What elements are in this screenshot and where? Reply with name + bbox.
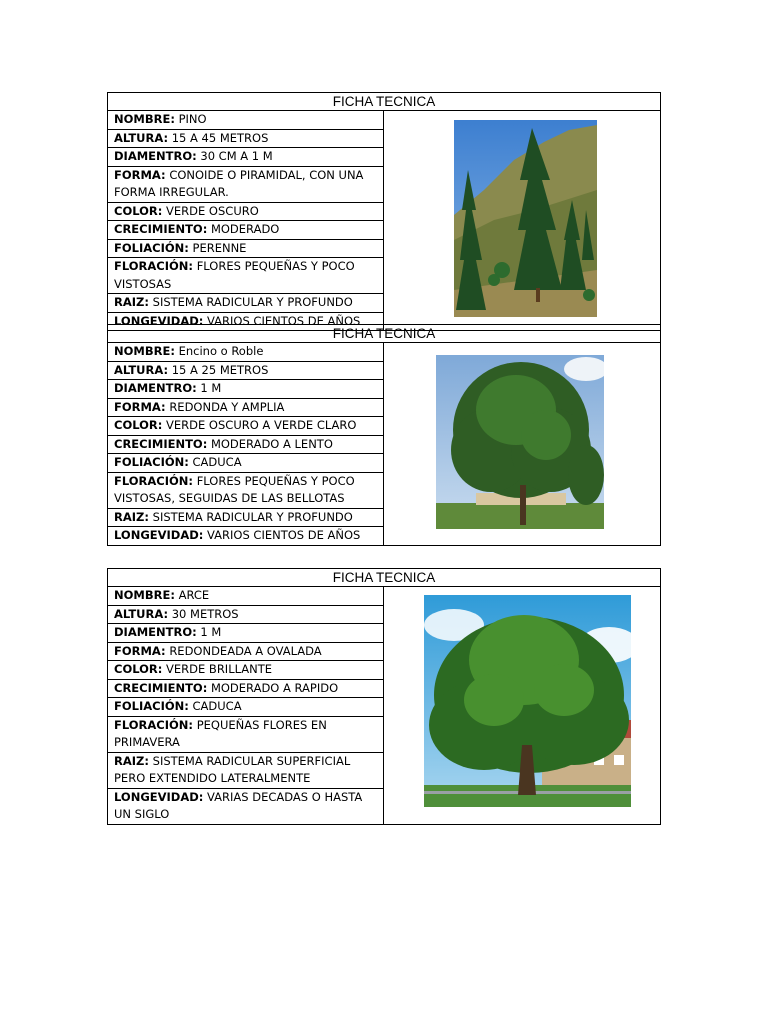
field-label: COLOR:	[114, 203, 163, 218]
field-altura	[108, 606, 383, 625]
field-value: SISTEMA RADICULAR Y PROFUNDO	[152, 509, 353, 524]
field-value: FLORES PEQUEÑAS Y POCO VISTOSAS	[114, 259, 355, 291]
field-diametro	[108, 148, 383, 167]
fields-column	[108, 343, 384, 545]
field-value: 15 A 25 METROS	[171, 362, 269, 377]
tech-sheet-encino	[107, 324, 661, 546]
field-value: FLORES PEQUEÑAS Y POCO VISTOSAS, SEGUIDAS DE LAS BELLOTAS	[114, 473, 355, 505]
field-label: DIAMENTRO:	[114, 625, 197, 639]
field-label: LONGEVIDAD:	[114, 789, 204, 804]
field-value: Encino o Roble	[178, 344, 264, 358]
field-value: CADUCA	[192, 699, 242, 713]
pine-tree-photo	[454, 120, 597, 317]
field-value: PEQUEÑAS FLORES EN PRIMAVERA	[114, 717, 327, 749]
field-longevidad	[108, 789, 383, 824]
field-value: REDONDA Y AMPLIA	[169, 399, 285, 414]
field-value: SISTEMA RADICULAR Y PROFUNDO	[152, 295, 353, 309]
field-label: FORMA:	[114, 167, 166, 182]
field-label: LONGEVIDAD:	[114, 528, 204, 542]
field-label: FLORACIÓN:	[114, 259, 194, 273]
field-label: CRECIMIENTO:	[114, 436, 208, 451]
field-label: CRECIMIENTO:	[114, 680, 208, 695]
field-crecimiento	[108, 680, 383, 699]
field-floracion	[108, 473, 383, 509]
field-value: VERDE OSCURO A VERDE CLARO	[166, 418, 357, 432]
field-value: 1 M	[200, 381, 222, 395]
tech-sheet-pino	[107, 92, 661, 331]
field-value: VARIOS CIENTOS DE AÑOS	[207, 313, 361, 328]
field-label: COLOR:	[114, 662, 163, 676]
field-forma	[108, 643, 383, 662]
field-value: 30 CM A 1 M	[200, 149, 273, 163]
field-value: 15 A 45 METROS	[171, 130, 269, 145]
field-value: CONOIDE O PIRAMIDAL, CON UNA FORMA IRREGULAR.	[114, 167, 364, 199]
field-label: ALTURA:	[114, 606, 169, 621]
field-altura	[108, 130, 383, 149]
photo-cell	[384, 587, 660, 824]
field-color	[108, 661, 383, 680]
field-label: NOMBRE:	[114, 344, 175, 358]
field-value: VERDE OSCURO	[166, 203, 259, 218]
field-color	[108, 203, 383, 222]
field-label: CRECIMIENTO:	[114, 222, 208, 236]
field-value: VERDE BRILLANTE	[166, 662, 273, 676]
field-label: FOLIACIÓN:	[114, 699, 189, 713]
field-value: CADUCA	[192, 455, 242, 469]
field-label: FORMA:	[114, 399, 166, 414]
field-nombre	[108, 587, 383, 606]
field-label: NOMBRE:	[114, 588, 175, 602]
field-label: FOLIACIÓN:	[114, 240, 189, 255]
field-label: FLORACIÓN:	[114, 717, 194, 732]
field-label: DIAMENTRO:	[114, 149, 197, 163]
field-floracion	[108, 717, 383, 753]
field-nombre	[108, 343, 383, 362]
field-value: 30 METROS	[171, 606, 239, 621]
field-crecimiento	[108, 221, 383, 240]
field-crecimiento	[108, 436, 383, 455]
field-label: ALTURA:	[114, 130, 169, 145]
field-value: PERENNE	[192, 240, 247, 255]
field-label: DIAMENTRO:	[114, 381, 197, 395]
field-color	[108, 417, 383, 436]
field-label: RAIZ:	[114, 509, 149, 524]
field-label: ALTURA:	[114, 362, 169, 377]
field-label: COLOR:	[114, 418, 163, 432]
field-label: NOMBRE:	[114, 112, 175, 126]
field-value: 1 M	[200, 625, 222, 639]
sheet-title: FICHA TECNICA	[108, 569, 660, 587]
fields-column	[108, 111, 384, 330]
sheet-title: FICHA TECNICA	[108, 325, 660, 343]
field-value: SISTEMA RADICULAR SUPERFICIAL PERO EXTENDIDO LATERALMENTE	[114, 753, 351, 785]
fields-column	[108, 587, 384, 824]
field-label: RAIZ:	[114, 753, 149, 768]
field-value: MODERADO A LENTO	[210, 436, 333, 451]
field-forma	[108, 167, 383, 203]
field-label: RAIZ:	[114, 295, 149, 309]
field-raiz	[108, 753, 383, 789]
field-raiz	[108, 294, 383, 313]
photo-cell	[384, 111, 660, 330]
field-foliacion	[108, 454, 383, 473]
field-value: PINO	[178, 112, 207, 126]
field-foliacion	[108, 698, 383, 717]
field-label: LONGEVIDAD:	[114, 313, 204, 328]
field-longevidad	[108, 527, 383, 545]
photo-cell	[384, 343, 660, 545]
field-value: ARCE	[178, 588, 210, 602]
field-value: VARIAS DECADAS O HASTA UN SIGLO	[114, 789, 363, 821]
tech-sheet-arce	[107, 568, 661, 825]
field-value: MODERADO A RAPIDO	[210, 680, 339, 695]
field-nombre	[108, 111, 383, 130]
field-value: VARIOS CIENTOS DE AÑOS	[207, 528, 361, 542]
field-floracion	[108, 258, 383, 294]
field-label: FOLIACIÓN:	[114, 455, 189, 469]
field-altura	[108, 362, 383, 381]
field-forma	[108, 399, 383, 418]
sheet-title: FICHA TECNICA	[108, 93, 660, 111]
field-value: REDONDEADA A OVALADA	[169, 643, 322, 658]
field-value: MODERADO	[210, 222, 280, 236]
field-diametro	[108, 380, 383, 399]
field-label: FLORACIÓN:	[114, 473, 194, 488]
maple-tree-photo	[424, 595, 631, 807]
field-diametro	[108, 624, 383, 643]
field-foliacion	[108, 240, 383, 259]
field-raiz	[108, 509, 383, 528]
field-label: FORMA:	[114, 643, 166, 658]
oak-tree-photo	[436, 355, 604, 529]
